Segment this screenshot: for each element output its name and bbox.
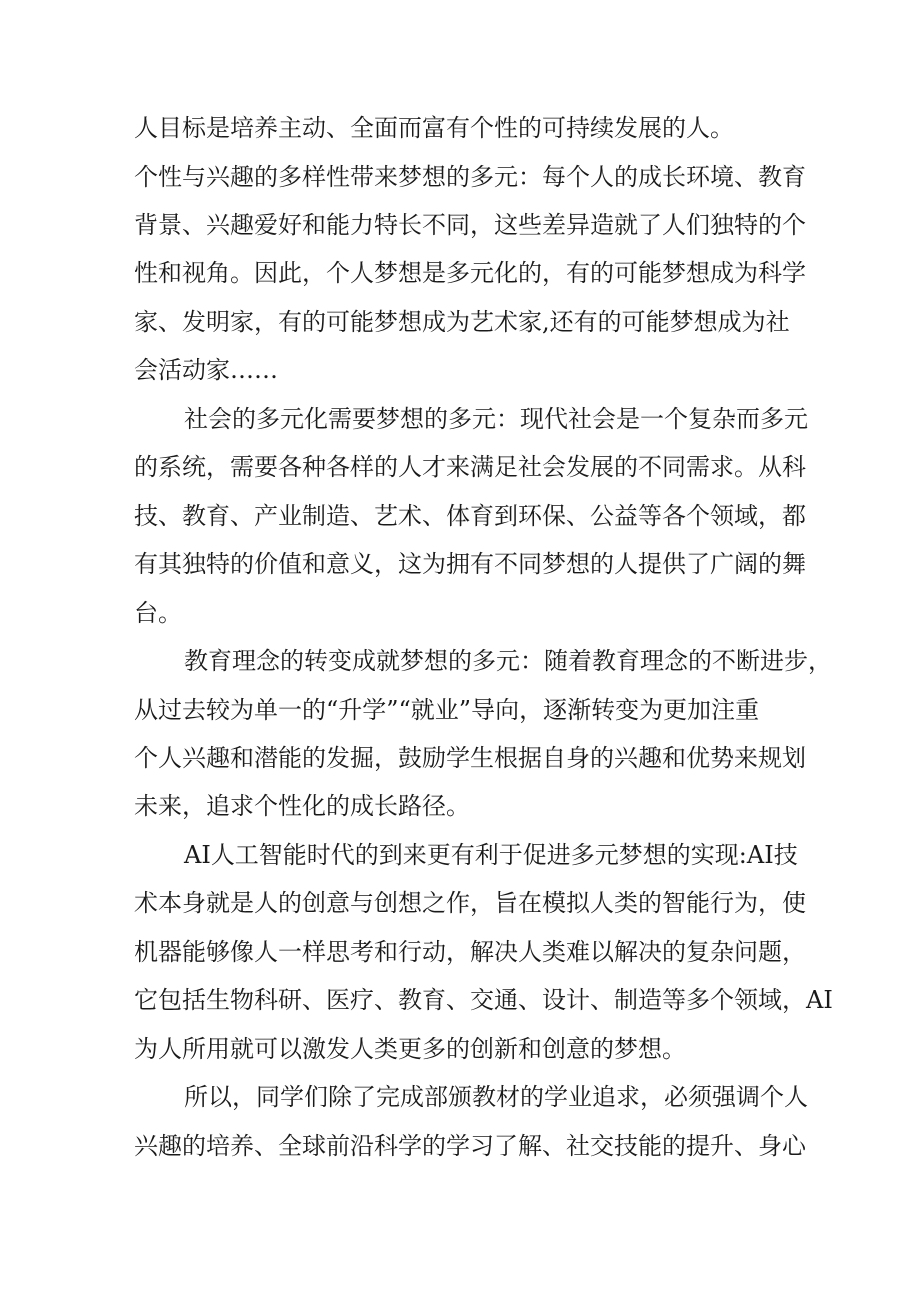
text-line: 背景、兴趣爱好和能力特长不同，这些差异造就了人们独特的个 — [134, 211, 806, 239]
text-line: 家、发明家，有的可能梦想成为艺术家,还有的可能梦想成为社 — [134, 308, 790, 336]
text-line: 会活动家…… — [134, 356, 278, 384]
text-line: 它包括生物科研、医疗、教育、交通、设计、制造等多个领域，AI — [134, 986, 833, 1014]
text-line: 术本身就是人的创意与创想之作，旨在模拟人类的智能行为，使 — [134, 889, 806, 917]
text-line: 技、教育、产业制造、艺术、体育到环保、公益等各个领域，都 — [134, 502, 806, 530]
text-line: AI人工智能时代的到来更有利于促进多元梦想的实现:AI技 — [184, 841, 798, 869]
text-line: 教育理念的转变成就梦想的多元：随着教育理念的不断进步， — [184, 647, 832, 675]
text-line: 机器能够像人一样思考和行动，解决人类难以解决的复杂问题， — [134, 938, 806, 966]
text-line: 个性与兴趣的多样性带来梦想的多元：每个人的成长环境、教育 — [134, 163, 806, 191]
text-line: 为人所用就可以激发人类更多的创新和创意的梦想。 — [134, 1035, 686, 1063]
text-line: 从过去较为单一的“升学”“就业”导向，逐渐转变为更加注重 — [134, 696, 760, 724]
text-line: 未来，追求个性化的成长路径。 — [134, 792, 470, 820]
text-line: 人目标是培养主动、全面而富有个性的可持续发展的人。 — [134, 114, 734, 142]
text-line: 的系统，需要各种各样的人才来满足社会发展的不同需求。从科 — [134, 453, 806, 481]
text-line: 有其独特的价值和意义，这为拥有不同梦想的人提供了广阔的舞 — [134, 550, 806, 578]
text-line: 台。 — [134, 599, 182, 627]
text-line: 性和视角。因此，个人梦想是多元化的，有的可能梦想成为科学 — [134, 259, 806, 287]
text-line: 社会的多元化需要梦想的多元：现代社会是一个复杂而多元 — [184, 405, 808, 433]
text-line: 兴趣的培养、全球前沿科学的学习了解、社交技能的提升、身心 — [134, 1132, 806, 1160]
text-line: 个人兴趣和潜能的发掘，鼓励学生根据自身的兴趣和优势来规划 — [134, 744, 806, 772]
text-line: 所以，同学们除了完成部颁教材的学业追求，必须强调个人 — [184, 1083, 808, 1111]
